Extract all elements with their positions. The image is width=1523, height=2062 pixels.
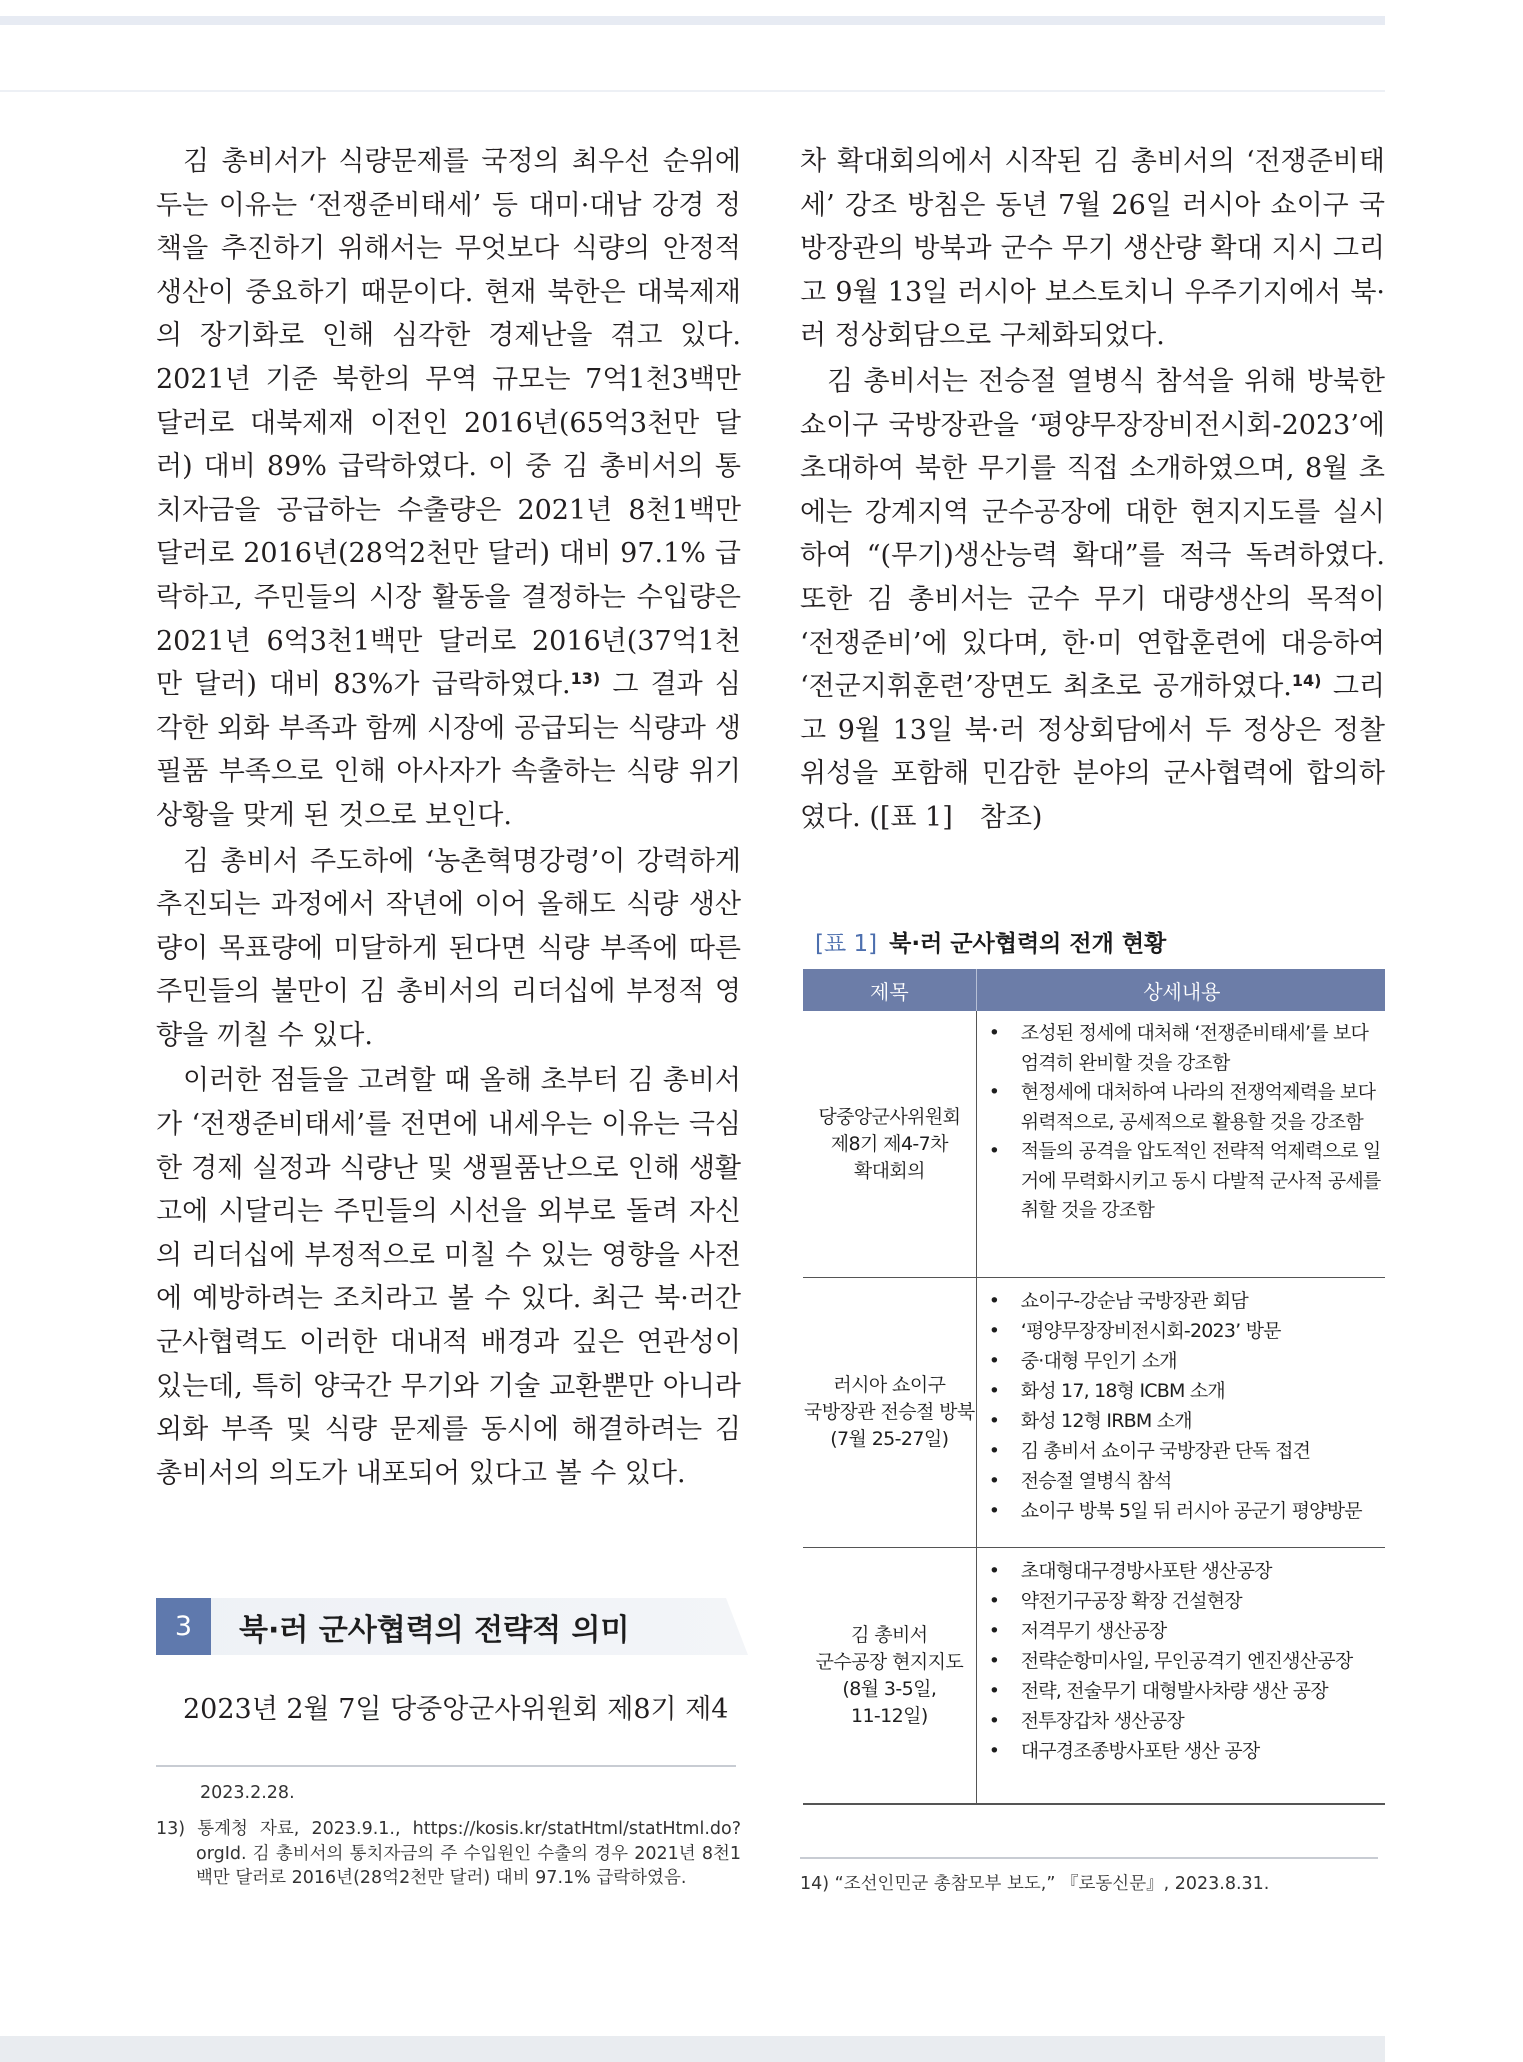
row-details-cell xyxy=(977,1278,1387,1547)
row-title-line: 11-12일) xyxy=(850,1704,928,1727)
section-heading xyxy=(156,1598,748,1655)
table-caption-tag: [표 1] xyxy=(815,931,878,957)
list-item: • 대구경조종방사포탄 생산 공장 xyxy=(985,1736,1383,1766)
row-title-line: 김 총비서 xyxy=(851,1623,928,1646)
list-item: • 화성 12형 IRBM 소개 xyxy=(985,1406,1383,1436)
list-item: • 전승절 열병식 참석 xyxy=(985,1466,1383,1496)
section-first-line: 2023년 2월 7일 당중앙군사위원회 제8기 제4 xyxy=(183,1694,729,1725)
row-details-cell xyxy=(977,1011,1387,1277)
table-header-title: 제목 xyxy=(803,969,977,1011)
row-title-line: (8월 3-5일, xyxy=(842,1677,937,1700)
row-details-cell xyxy=(977,1548,1387,1803)
table-row xyxy=(803,1547,1387,1803)
footnote-14: 14) “조선인민군 총참모부 보도,” 『로동신문』, 2023.8.31. xyxy=(800,1874,1270,1894)
left-column xyxy=(156,140,741,1495)
footnote-ref-13[interactable]: 13) xyxy=(570,669,601,689)
list-item: • ‘평양무장장비전시회-2023’ 방문 xyxy=(985,1316,1383,1346)
paragraph-1-tail: 그 결과 심각한 외화 부족과 함께 시장에 공급되는 식량과 생필품 부족으로 인해 아사자가 속출하는 식량 위기 상황을 맞게 된 것으로 보인다. xyxy=(156,669,741,831)
section-title: 북·러 군사협력의 전략적 의미 xyxy=(239,1612,630,1648)
footnote-ref-14[interactable]: 14) xyxy=(1291,671,1322,691)
row-title-line: 국방장관 전승절 방북 xyxy=(804,1401,975,1423)
table-row xyxy=(803,1011,1387,1277)
right-paragraph-2-tail: 그리고 9월 13일 북·러 정상회담에서 두 정상은 정찰위성을 포함해 민감한 분야의 군사협력에 합의하였다. ([표 1] 참조) xyxy=(800,671,1386,833)
list-item: • 현정세에 대처하여 나라의 전쟁억제력을 보다 위력적으로, 공세적으로 활용할 것을 강조함 xyxy=(985,1078,1383,1137)
row-title-line: 러시아 쇼이구 xyxy=(833,1374,946,1396)
table-header-row xyxy=(803,969,1387,1011)
table-caption-title: 북·러 군사협력의 전개 현황 xyxy=(889,931,1167,957)
list-item: • 약전기구공장 확장 건설현장 xyxy=(985,1586,1383,1616)
right-paragraph-1: 차 확대회의에서 시작된 김 총비서의 ‘전쟁준비태세’ 강조 방침은 동년 7월 26일 러시아 쇼이구 국방장관의 방북과 군수 무기 생산량 확대 지시 그리고 9월 13일 러시아 보스토치니 우주기지에서 북·러 정상회담으로 구체화되었다. xyxy=(800,146,1385,352)
row-title-line: 당중앙군사위원회 xyxy=(818,1105,961,1128)
right-paragraph-2-text: 김 총비서는 전승절 열병식 참석을 위해 방북한 쇼이구 국방장관을 ‘평양무장장비전시회-2023’에 초대하여 북한 무기를 직접 소개하였으며, 8월 초에는 강계지역 군수공장에 대한 현지지도를 실시하여 “(무기)생산능력 확대”를 적극 독려하였다. 또한 김 총비서는 군수 무기 대량생산의 목적이 ‘전쟁준비’에 있다며, 한·미 연합훈련에 대응하여 ‘전군지휘훈련’장면도 최초로 공개하였다. xyxy=(800,365,1385,703)
list-item: • 쇼이구-강순남 국방장관 회담 xyxy=(985,1286,1383,1316)
top-band xyxy=(0,16,1385,25)
right-column xyxy=(800,140,1385,840)
list-item: • 중·대형 무인기 소개 xyxy=(985,1346,1383,1376)
list-item: • 적들의 공격을 압도적인 전략적 억제력으로 일거에 무력화시키고 동시 다발적 군사적 공세를 취할 것을 강조함 xyxy=(985,1137,1383,1226)
list-item: • 조성된 정세에 대처해 ‘전쟁준비태세’를 보다 엄격히 완비할 것을 강조함 xyxy=(985,1019,1383,1078)
row-title-cell xyxy=(803,1278,977,1547)
row-title-line: 제8기 제4-7차 xyxy=(830,1132,948,1155)
list-item: • 김 총비서 쇼이구 국방장관 단독 접견 xyxy=(985,1436,1383,1466)
bottom-band xyxy=(0,2036,1385,2062)
table-1 xyxy=(803,969,1387,1805)
row-title-cell xyxy=(803,1548,977,1803)
list-item: • 저격무기 생산공장 xyxy=(985,1616,1383,1646)
list-item: • 전략, 전술무기 대형발사차량 생산 공장 xyxy=(985,1676,1383,1706)
list-item: • 전투장갑차 생산공장 xyxy=(985,1706,1383,1736)
heading-corner-cut xyxy=(726,1598,748,1655)
table-caption xyxy=(815,925,1166,958)
right-margin xyxy=(1385,0,1523,2062)
table-header-details: 상세내용 xyxy=(1143,979,1221,1004)
footnote-rule-right xyxy=(800,1857,1378,1859)
paragraph-1 xyxy=(156,140,741,838)
row-title-line: 군수공장 현지지도 xyxy=(815,1650,964,1673)
row-title-line: (7월 25-27일) xyxy=(830,1428,949,1450)
list-item: • 초대형대구경방사포탄 생산공장 xyxy=(985,1556,1383,1586)
list-item: • 전략순항미사일, 무인공격기 엔진생산공장 xyxy=(985,1646,1383,1676)
footnote-continuation: 2023.2.28. xyxy=(200,1783,295,1803)
row-title-cell xyxy=(803,1011,977,1277)
row-title-line: 확대회의 xyxy=(853,1159,925,1182)
paragraph-2: 김 총비서 주도하에 ‘농촌혁명강령’이 강력하게 추진되는 과정에서 작년에 이어 올해도 식량 생산량이 목표량에 미달하게 된다면 식량 부족에 따른 주민들의 불만이 김 총비서의 리더십에 부정적 영향을 끼칠 수 있다. xyxy=(156,845,741,1051)
right-paragraph-2 xyxy=(800,360,1385,840)
section-number: 3 xyxy=(156,1598,211,1655)
list-item: • 화성 17, 18형 ICBM 소개 xyxy=(985,1376,1383,1406)
paragraph-1-text: 김 총비서가 식량문제를 국정의 최우선 순위에 두는 이유는 ‘전쟁준비태세’ 등 대미·대남 강경 정책을 추진하기 위해서는 무엇보다 식량의 안정적 생산이 중요하기 때문이다. 현재 북한은 대북제재의 장기화로 인해 심각한 경제난을 겪고 있다. 2021년 기준 북한의 무역 규모는 7억1천3백만 달러로 대북제재 이전인 2016년(65억3천만 달러) 대비 89% 급락하였다. 이 중 김 총비서의 통치자금을 공급하는 수출량은 2021년 8천1백만 달러로 2016년(28억2천만 달러) 대비 97.1% 급락하고, 주민들의 시장 활동을 결정하는 수입량은 2021년 6억3천1백만 달러로 2016년(37억1천만 달러) 대비 83%가 급락하였다. xyxy=(156,146,741,701)
list-item: • 쇼이구 방북 5일 뒤 러시아 공군기 평양방문 xyxy=(985,1496,1383,1526)
table-row xyxy=(803,1277,1387,1547)
footnote-rule-left xyxy=(156,1765,736,1767)
header-rule xyxy=(0,90,1385,92)
paragraph-3: 이러한 점들을 고려할 때 올해 초부터 김 총비서가 ‘전쟁준비태세’를 전면에 내세우는 이유는 극심한 경제 실정과 식량난 및 생필품난으로 인해 생활고에 시달리는 주민들의 시선을 외부로 돌려 자신의 리더십에 부정적으로 미칠 수 있는 영향을 사전에 예방하려는 조치라고 볼 수 있다. 최근 북·러간 군사협력도 이러한 대내적 배경과 깊은 연관성이 있는데, 특히 양국간 무기와 기술 교환뿐만 아니라 외화 부족 및 식량 문제를 동시에 해결하려는 김 총비서의 의도가 내포되어 있다고 볼 수 있다. xyxy=(156,1065,741,1489)
footnote-13: 13) 통계청 자료, 2023.9.1., https://kosis.kr/statHtml/statHtml.do?orgId. 김 총비서의 통치자금의 주 수입원인 수출의 경우 2021년 8천1백만 달러로 2016년(28억2천만 달러) 대비 97.1% 급락하였음. xyxy=(156,1819,741,1888)
